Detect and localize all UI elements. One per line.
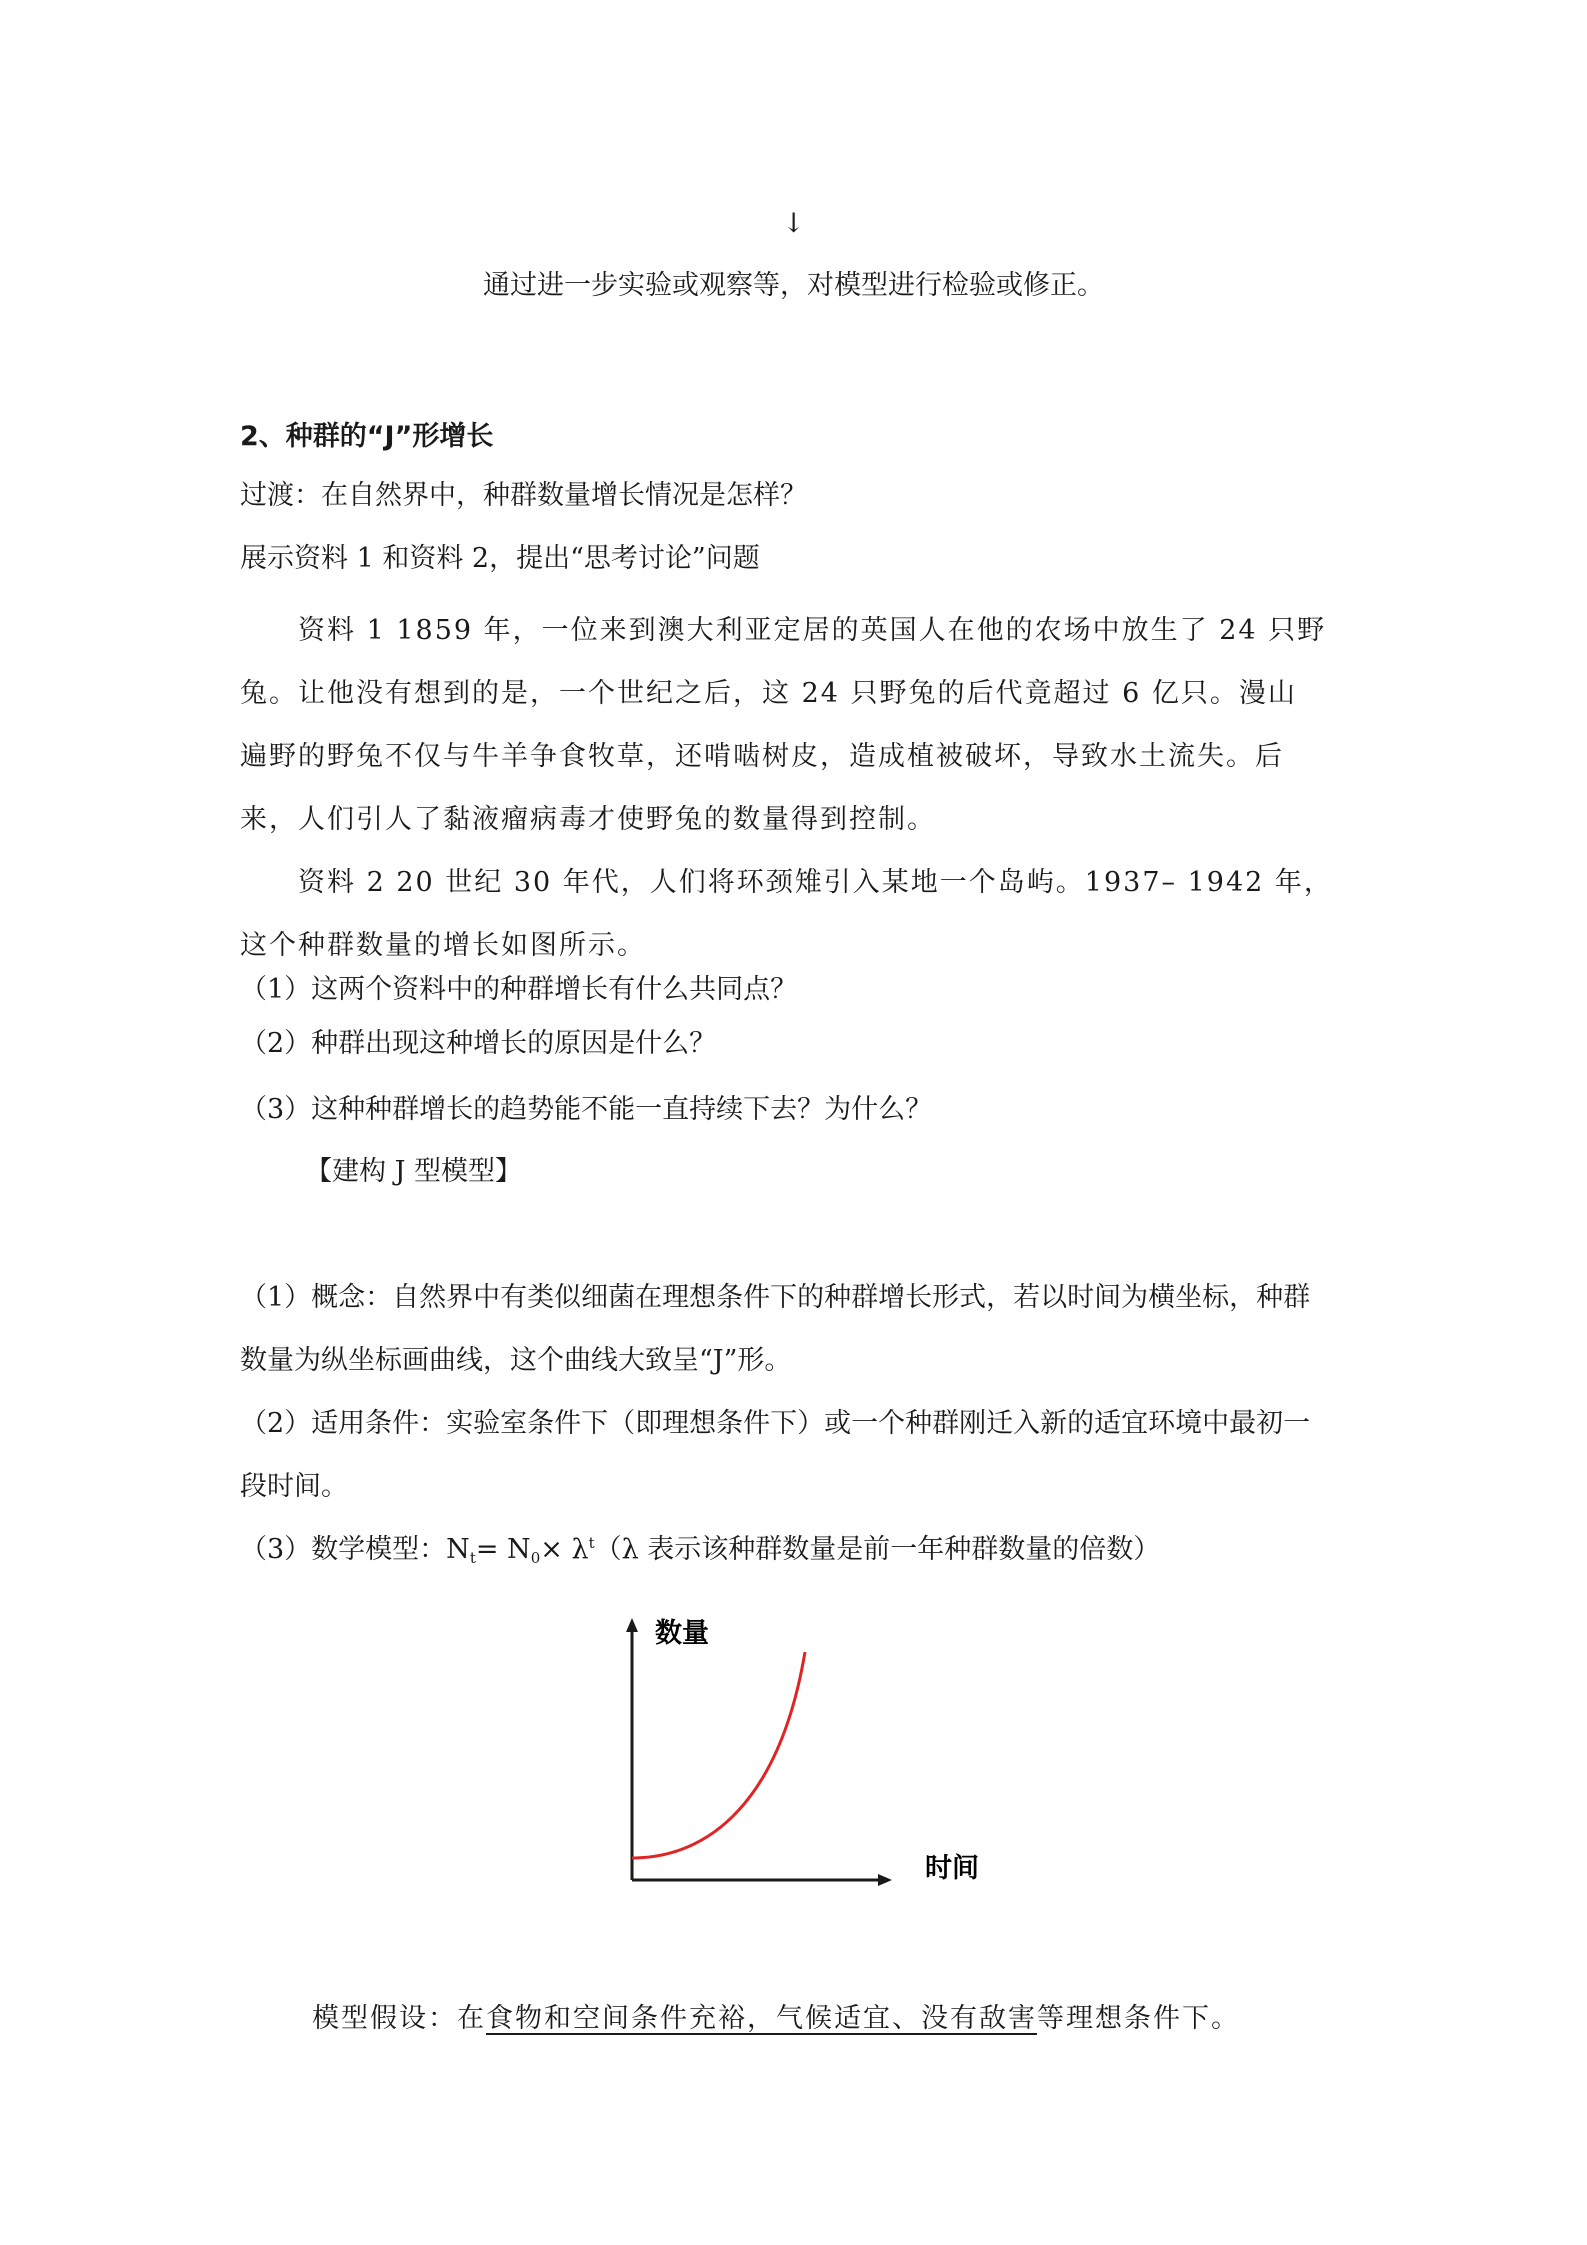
math-sub-0: 0 [530,1549,541,1567]
math-sub-t: t [469,1549,476,1567]
y-axis-label: 数量 [655,1618,709,1649]
math-eq: = N [475,1534,531,1565]
concept-line: （1）概念：自然界中有类似细菌在理想条件下的种群增长形式，若以时间为横坐标，种群 [240,1282,1311,1313]
show-materials-text: 展示资料 1 和资料 2，提出“思考讨论”问题 [240,543,760,574]
math-explain: （λ 表示该种群数量是前一年种群数量的倍数） [594,1534,1161,1565]
x-axis-label: 时间 [925,1853,979,1884]
assumption-prefix: 模型假设：在 [312,2003,486,2034]
model-assumption [312,1996,1240,2035]
assumption-suffix: 等理想条件下。 [1037,2003,1240,2034]
concept-line: 数量为纵坐标画曲线，这个曲线大致呈“J”形。 [240,1345,792,1376]
flow-arrow: ↓ [782,208,805,239]
j-curve-chart [600,1600,1020,1900]
material-1-line: 来，人们引人了黏液瘤病毒才使野兔的数量得到控制。 [240,804,936,835]
math-times: × λ [540,1534,589,1565]
math-model-prefix: （3）数学模型：N [240,1534,470,1565]
section-title: 2、种群的“J”形增长 [240,421,494,452]
material-1-line: 遍野的野兔不仅与牛羊争食牧草，还啃啮树皮，造成植被破坏，导致水土流失。后 [240,741,1284,772]
question-item: （1）这两个资料中的种群增长有什么共同点？ [240,974,798,1005]
question-item: （2）种群出现这种增长的原因是什么？ [240,1028,717,1059]
assumption-underlined: 食物和空间条件充裕，气候适宜、没有敌害 [486,2003,1037,2034]
flow-last-step: 通过进一步实验或观察等，对模型进行检验或修正。 [483,270,1104,301]
question-item: （3）这种种群增长的趋势能不能一直持续下去？为什么？ [240,1094,933,1125]
material-2-line: 资料 2 20 世纪 30 年代，人们将环颈雉引入某地一个岛屿。1937– 1942 年， [298,867,1333,898]
material-1-line: 兔。让他没有想到的是，一个世纪之后，这 24 只野兔的后代竟超过 6 亿只。漫山 [240,678,1297,709]
x-axis-arrow-icon [878,1874,892,1886]
y-axis-arrow-icon [626,1618,638,1632]
transition-text: 过渡：在自然界中，种群数量增长情况是怎样？ [240,480,807,511]
condition-line: （2）适用条件：实验室条件下（即理想条件下）或一个种群刚迁入新的适宜环境中最初一 [240,1408,1311,1439]
math-model [240,1536,1160,1566]
j-curve-line [632,1652,805,1858]
condition-line: 段时间。 [240,1471,348,1502]
material-1-line: 资料 1 1859 年，一位来到澳大利亚定居的英国人在他的农场中放生了 24 只野 [298,615,1327,646]
material-2-line: 这个种群数量的增长如图所示。 [240,930,646,961]
math-sup-t: t [588,1534,595,1552]
model-heading: 【建构 J 型模型】 [305,1156,522,1187]
